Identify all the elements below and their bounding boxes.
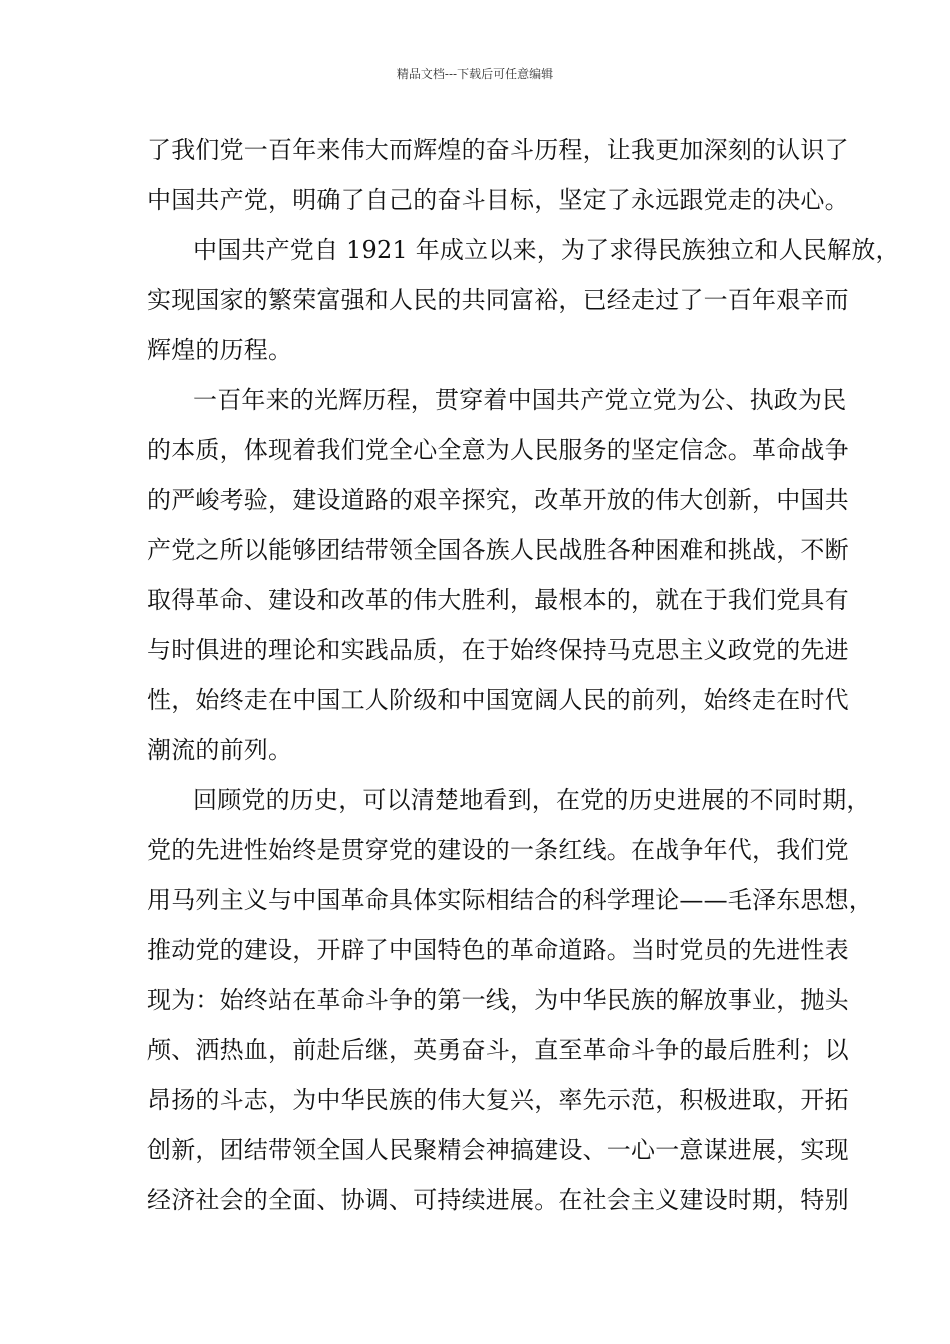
text-line: 的本质，体现着我们党全心全意为人民服务的坚定信念。革命战争 (147, 436, 849, 464)
page-header: 精品文档---下载后可任意编辑 (396, 67, 554, 81)
text-line: 产党之所以能够团结带领全国各族人民战胜各种困难和挑战，不断 (147, 536, 849, 564)
text-line: 辉煌的历程。 (147, 336, 293, 364)
text-line: 回顾党的历史，可以清楚地看到，在党的历史进展的不同时期， (193, 786, 871, 814)
text-line: 颅、洒热血，前赴后继，英勇奋斗，直至革命斗争的最后胜利；以 (147, 1036, 849, 1064)
text-line: 与时俱进的理论和实践品质，在于始终保持马克思主义政党的先进 (147, 636, 849, 664)
text-line: 的严峻考验，建设道路的艰辛探究，改革开放的伟大创新，中国共 (147, 486, 849, 514)
text-line: 了我们党一百年来伟大而辉煌的奋斗历程，让我更加深刻的认识了 (147, 136, 849, 164)
text-line: 党的先进性始终是贯穿党的建设的一条红线。在战争年代，我们党 (147, 836, 849, 864)
paragraph (147, 132, 849, 232)
text-line: 性，始终走在中国工人阶级和中国宽阔人民的前列，始终走在时代 (147, 686, 849, 714)
text-line: 中国共产党，明确了自己的奋斗目标，坚定了永远跟党走的决心。 (147, 186, 849, 214)
text-line: 推动党的建设，开辟了中国特色的革命道路。当时党员的先进性表 (147, 936, 849, 964)
text-line: 用马列主义与中国革命具体实际相结合的科学理论——毛泽东思想， (147, 886, 873, 914)
text-line: 经济社会的全面、协调、可持续进展。在社会主义建设时期，特别 (147, 1186, 849, 1214)
text-line: 实现国家的繁荣富强和人民的共同富裕，已经走过了一百年艰辛而 (147, 286, 849, 314)
text-line: 潮流的前列。 (147, 736, 293, 764)
text-line: 现为：始终站在革命斗争的第一线，为中华民族的解放事业，抛头 (147, 986, 849, 1014)
paragraph (147, 782, 873, 1232)
text-line: 一百年来的光辉历程，贯穿着中国共产党立党为公、执政为民 (193, 386, 847, 414)
text-line: 取得革命、建设和改革的伟大胜利，最根本的，就在于我们党具有 (147, 586, 849, 614)
document-body (147, 132, 900, 1232)
text-line: 创新，团结带领全国人民聚精会神搞建设、一心一意谋进展，实现 (147, 1136, 849, 1164)
paragraph (147, 382, 849, 782)
text-line: 昂扬的斗志，为中华民族的伟大复兴，率先示范，积极进取，开拓 (147, 1086, 849, 1114)
text-line: 中国共产党自 1921 年成立以来，为了求得民族独立和人民解放， (193, 236, 900, 264)
paragraph (147, 232, 900, 382)
